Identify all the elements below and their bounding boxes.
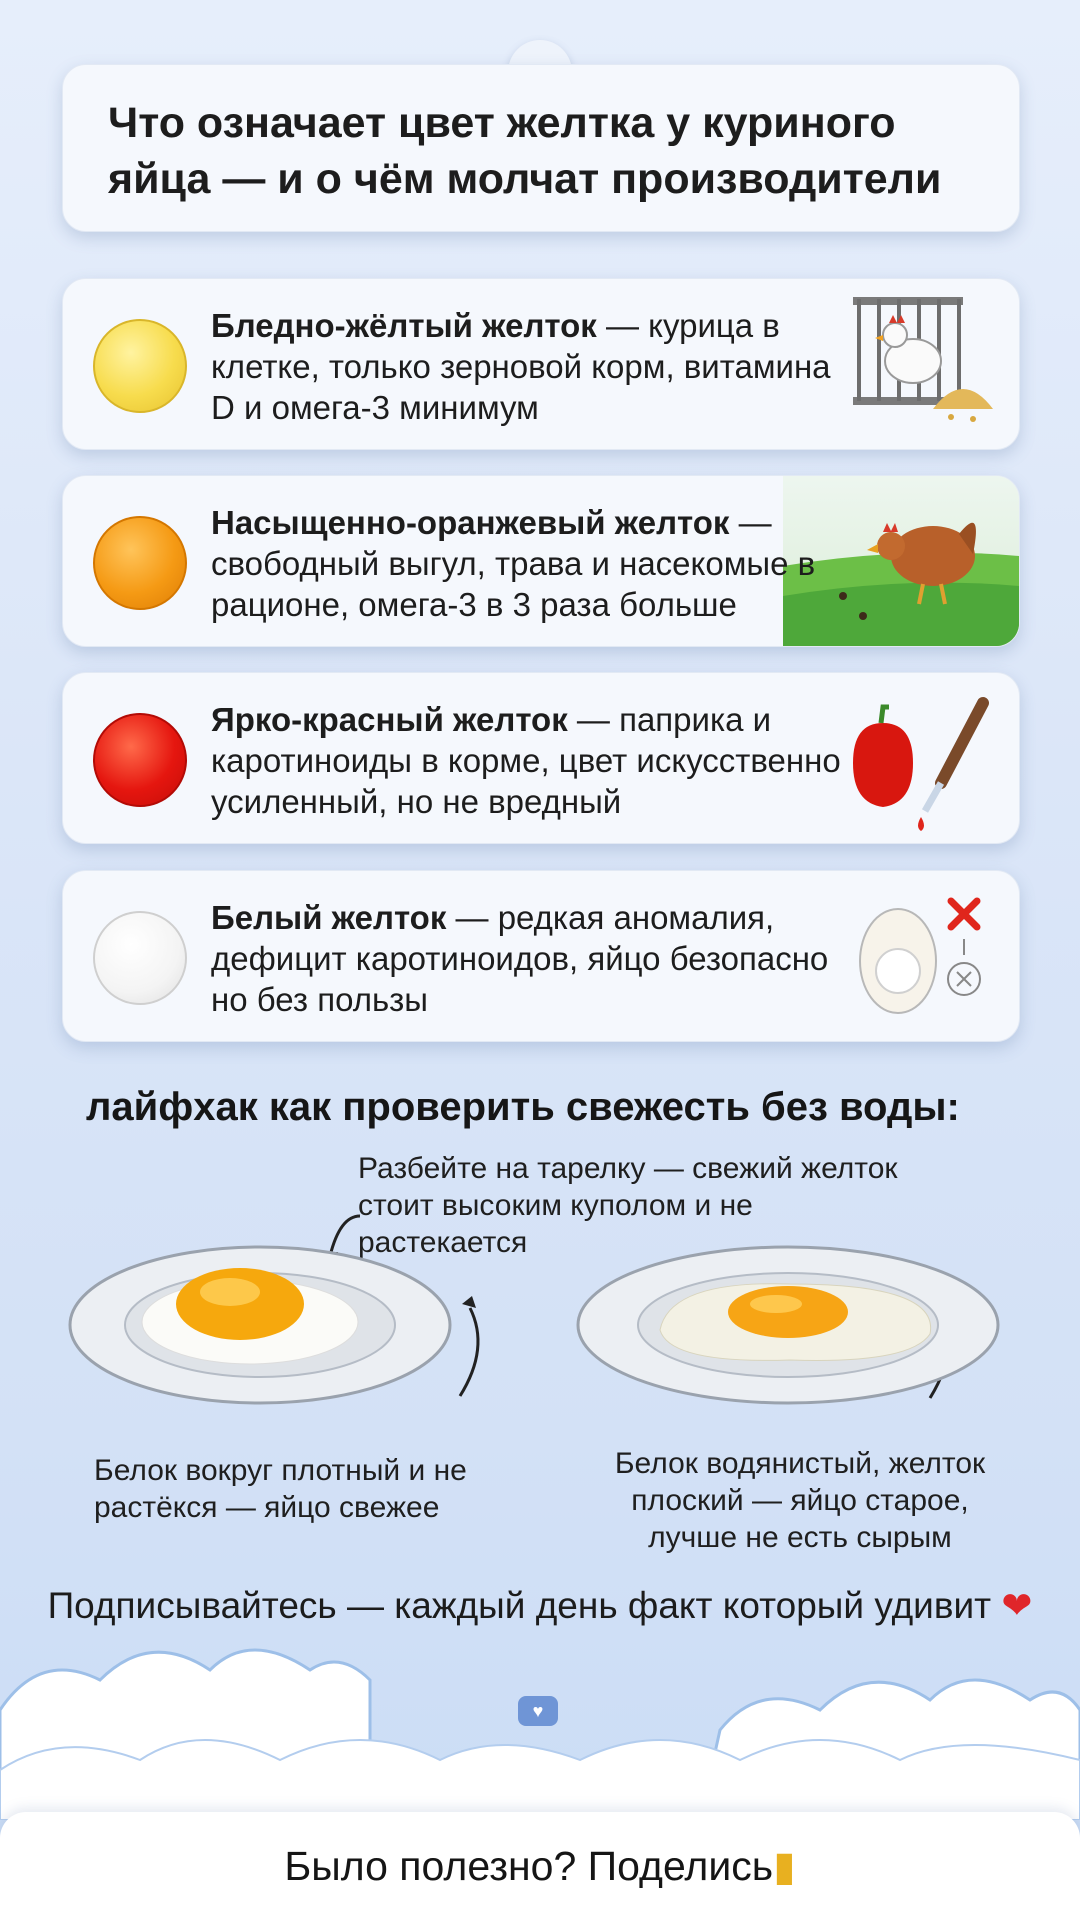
lifehack-heading: лайфхак как проверить свежесть без воды: <box>86 1085 960 1129</box>
plates-illustration <box>60 1200 1020 1430</box>
white-yolk-icon <box>93 911 187 1005</box>
subscribe-text: Подписывайтесь — каждый день факт который удивит ❤ <box>47 1585 1033 1626</box>
tip-top: Разбейте на тарелку — свежий желток стоит высоким куполом и не растекается <box>358 1152 898 1259</box>
yolk-row-orange <box>62 475 1020 647</box>
row-text: Бледно-жёлтый желток — курица в клетке, только зерновой корм, витамина D и омега-3 минимум <box>211 307 831 426</box>
white-egg-icon <box>853 891 1003 1026</box>
chat-heart-icon: ♥ <box>518 1696 558 1726</box>
share-prompt[interactable]: Было полезно? Поделись▮ <box>284 1843 796 1889</box>
title-card <box>62 64 1020 232</box>
page-title: Что означает цвет желтка у куриного яйца — и о чём молчат производители <box>108 99 942 203</box>
footer-bar[interactable] <box>0 1812 1080 1920</box>
bookmark-icon: ▮ <box>773 1843 796 1889</box>
yolk-row-red <box>62 672 1020 844</box>
tip-left: Белок вокруг плотный и не растёкся — яйцо свежее <box>94 1454 467 1524</box>
heart-icon: ❤ <box>1001 1585 1033 1626</box>
yolk-row-pale-yellow <box>62 278 1020 450</box>
pale-yellow-yolk-icon <box>93 319 187 413</box>
paprika-dropper-icon <box>843 693 1003 833</box>
row-text: Насыщенно-оранжевый желток — свободный выгул, трава и насекомые в рационе, омега-3 в 3 раза больше <box>211 504 816 623</box>
orange-yolk-icon <box>93 516 187 610</box>
yolk-row-white <box>62 870 1020 1042</box>
caged-hen-icon <box>833 289 1003 439</box>
tip-right: Белок водянистый, желток плоский — яйцо старое, лучше не есть сырым <box>614 1447 986 1554</box>
row-text: Белый желток — редкая аномалия, дефицит каротиноидов, яйцо безопасно но без пользы <box>211 899 829 1018</box>
red-yolk-icon <box>93 713 187 807</box>
row-text: Ярко-красный желток — паприка и каротиноиды в корме, цвет искусственно усиленный, но не вредный <box>211 701 841 820</box>
